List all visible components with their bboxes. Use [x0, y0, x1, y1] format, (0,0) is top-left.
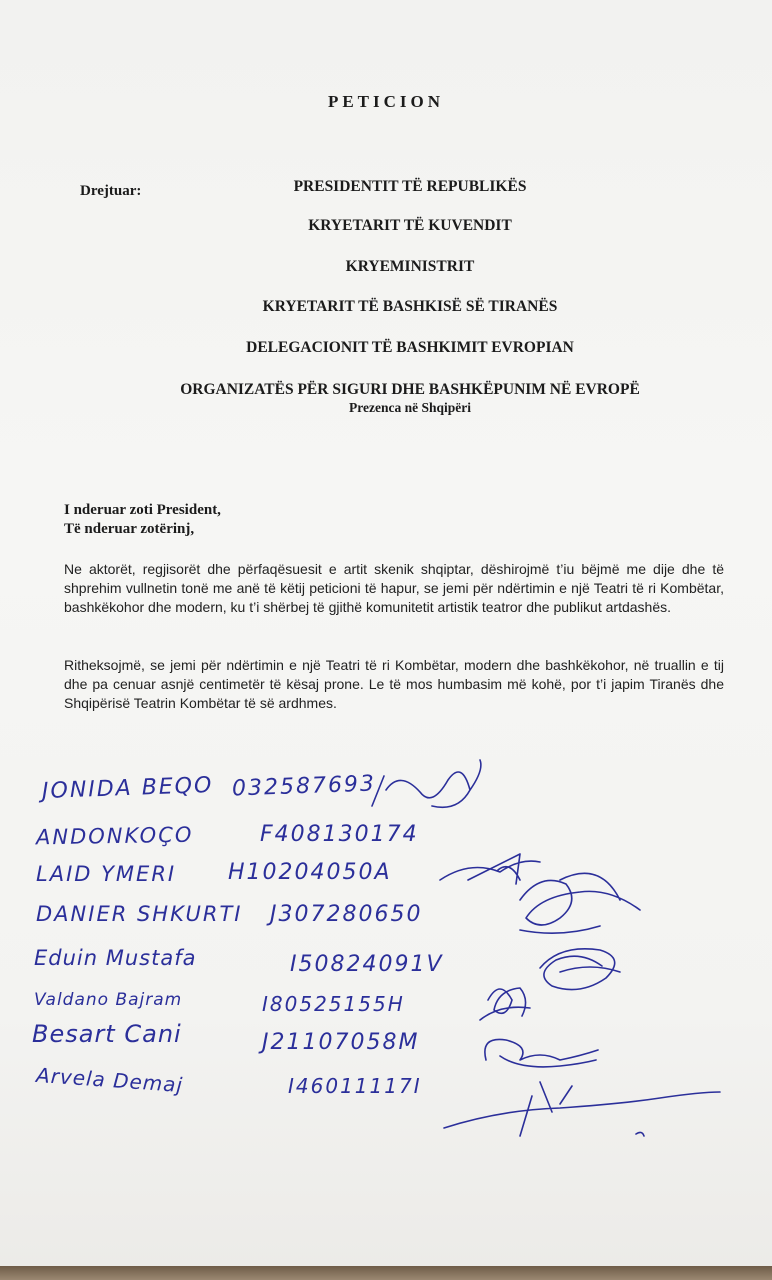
signature-5 — [540, 949, 620, 990]
addressed-label: Drejtuar: — [80, 183, 142, 199]
recipient-assembly-speaker: KRYETARIT TË KUVENDIT — [308, 217, 512, 234]
greeting-gentlemen: Të nderuar zotërinj, — [64, 521, 195, 537]
signatory-2-id: F408130174 — [260, 822, 419, 847]
signatory-3-id: H10204050A — [228, 860, 392, 885]
recipient-president: PRESIDENTIT TË REPUBLIKËS — [293, 178, 527, 195]
signatory-5-name: Eduin Mustafa — [34, 946, 197, 970]
signature-7 — [485, 1039, 598, 1066]
recipient-osce-sub: Prezenca në Shqipëri — [349, 400, 471, 415]
recipient-osce: ORGANIZATËS PËR SIGURI DHE BASHKËPUNIM NË EVROPË — [180, 381, 640, 398]
greeting-president: I nderuar zoti President, — [64, 502, 221, 518]
signatory-8-name: Arvela Demaj — [35, 1062, 184, 1098]
body-paragraph-1: Ne aktorët, regjisorët dhe përfaqësuesit e artit skenik shqiptar, dëshirojmë t’iu bëjmë me dije dhe të shprehim vullnetin tonë me anë të këtij peticioni të hapur, se jemi për ndërtimin e një Teatri të ri Kombëtar, bashkëkohor dhe modern, ku t’i shërbej të gjithë komunitetit artistik teatror dhe publikut artdashës. — [64, 561, 724, 615]
body-paragraph-2: Ritheksojmë, se jemi për ndërtimin e një Teatri të ri Kombëtar, modern dhe bashkëkohor, në truallin e tij dhe pa cenuar asnjë centimetër të kësaj prone. Le të mos humbasim më kohë, por t’i japim Tiranës dhe Shqipërisë Teatrin Kombëtar të së ardhmes. — [64, 657, 724, 711]
signatory-3-name: LAID YMERI — [36, 862, 177, 886]
signatory-1-id: 032587693 — [231, 771, 377, 802]
signatory-4-id: J307280650 — [270, 902, 423, 927]
recipient-eu-delegation: DELEGACIONIT TË BASHKIMIT EVROPIAN — [246, 339, 574, 356]
signatory-4-name: DANIER SHKURTI — [36, 902, 243, 926]
signatory-8-id: I46011117I — [288, 1074, 422, 1098]
signature-1 — [372, 760, 481, 807]
signatory-6-id: I80525155H — [262, 992, 405, 1016]
recipient-prime-minister: KRYEMINISTRIT — [345, 258, 475, 275]
signature-6 — [480, 988, 530, 1020]
signature-8 — [444, 1082, 720, 1136]
recipient-tirana-mayor: KRYETARIT TË BASHKISË SË TIRANËS — [262, 298, 558, 315]
signature-8-dot — [636, 1132, 644, 1136]
signatory-6-name: Valdano Bajram — [34, 990, 183, 1010]
document-title: PETICION — [327, 92, 445, 111]
signature-4 — [520, 873, 640, 933]
signatory-1-name: JONIDA BEQO — [41, 773, 214, 804]
signatory-7-name: Besart Cani — [32, 1020, 182, 1048]
signatory-2-name: ANDONKOÇO — [35, 822, 194, 850]
signature-3 — [440, 854, 540, 884]
signatory-5-id: I50824091V — [290, 952, 444, 977]
signatory-7-id: J21107058M — [262, 1030, 420, 1055]
